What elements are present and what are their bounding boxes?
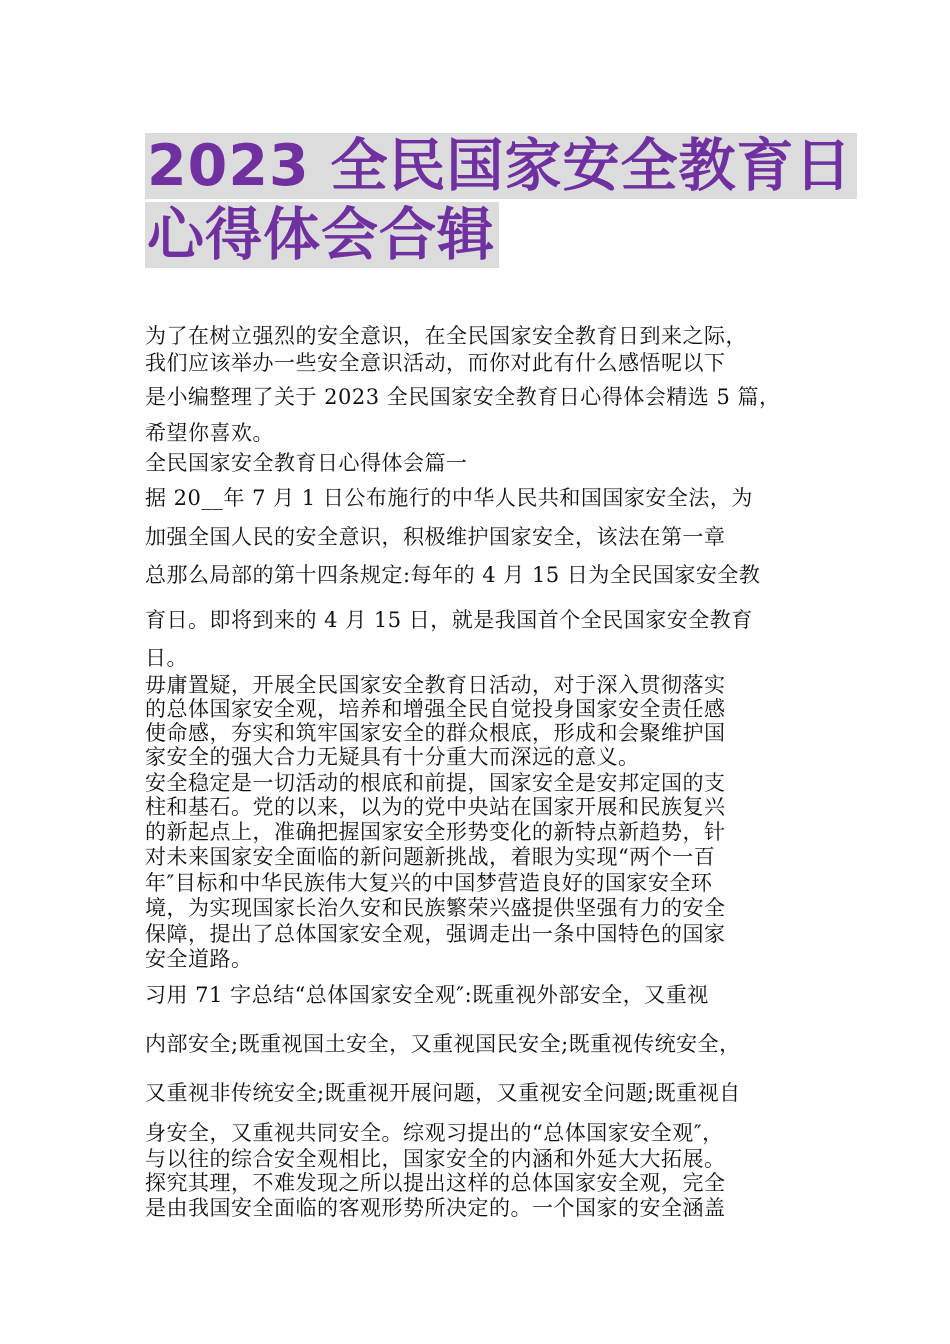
body-line: 柱和基石。党的以来，以为的党中央站在国家开展和民族复兴 bbox=[145, 795, 726, 819]
body-line: 育日。即将到来的 4 月 15 日，就是我国首个全民国家安全教育 bbox=[145, 608, 753, 632]
body-line: 加强全国人民的安全意识，积极维护国家安全，该法在第一章 bbox=[145, 525, 726, 549]
body-line: 境，为实现国家长治久安和民族繁荣兴盛提供坚强有力的安全 bbox=[145, 896, 726, 920]
body-line: 据 20__年 7 月 1 日公布施行的中华人民共和国国家安全法，为 bbox=[145, 486, 753, 510]
body-line: 与以往的综合安全观相比，国家安全的内涵和外延大大拓展。 bbox=[145, 1147, 726, 1171]
body-line: 是由我国安全面临的客观形势所决定的。一个国家的安全涵盖 bbox=[145, 1196, 726, 1220]
body-line: 毋庸置疑，开展全民国家安全教育日活动，对于深入贯彻落实 bbox=[145, 673, 726, 697]
body-line: 内部安全;既重视国土安全，又重视国民安全;既重视传统安全， bbox=[145, 1032, 741, 1056]
body-line: 安全稳定是一切活动的根底和前提，国家安全是安邦定国的支 bbox=[145, 771, 726, 795]
body-line: 身安全，又重视共同安全。综观习提出的“总体国家安全观″， bbox=[145, 1121, 724, 1145]
body-line: 又重视非传统安全;既重视开展问题，又重视安全问题;既重视自 bbox=[145, 1081, 741, 1105]
body-line: 的总体国家安全观，培养和增强全民自觉投身国家安全责任感 bbox=[145, 697, 726, 721]
body-line: 的新起点上，准确把握国家安全形势变化的新特点新趋势，针 bbox=[145, 820, 726, 844]
body-line: 年″目标和中华民族伟大复兴的中国梦营造良好的国家安全环 bbox=[145, 871, 713, 895]
body-line: 探究其理，不难发现之所以提出这样的总体国家安全观，完全 bbox=[145, 1171, 726, 1195]
body-line: 希望你喜欢。 bbox=[145, 421, 274, 445]
body-line: 总那么局部的第十四条规定:每年的 4 月 15 日为全民国家安全教 bbox=[145, 563, 761, 587]
body-line: 对未来国家安全面临的新问题新挑战，着眼为实现“两个一百 bbox=[145, 845, 716, 869]
body-line: 保障，提出了总体国家安全观，强调走出一条中国特色的国家 bbox=[145, 922, 726, 946]
body-line: 使命感，夯实和筑牢国家安全的群众根底，形成和会聚维护国 bbox=[145, 721, 726, 745]
document-title-line-2: 心得体会合辑 bbox=[145, 202, 499, 268]
body-line: 全民国家安全教育日心得体会篇一 bbox=[145, 451, 468, 475]
body-line: 家安全的强大合力无疑具有十分重大而深远的意义。 bbox=[145, 745, 640, 769]
body-line: 安全道路。 bbox=[145, 947, 253, 971]
document-title-line-1: 2023 全民国家安全教育日 bbox=[145, 133, 857, 199]
body-line: 习用 71 字总结“总体国家安全观″:既重视外部安全，又重视 bbox=[145, 983, 709, 1007]
body-line: 为了在树立强烈的安全意识，在全民国家安全教育日到来之际， bbox=[145, 324, 747, 348]
body-line: 是小编整理了关于 2023 全民国家安全教育日心得体会精选 5 篇， bbox=[145, 385, 781, 409]
body-line: 日。 bbox=[145, 646, 188, 670]
body-line: 我们应该举办一些安全意识活动，而你对此有什么感悟呢以下 bbox=[145, 351, 726, 375]
